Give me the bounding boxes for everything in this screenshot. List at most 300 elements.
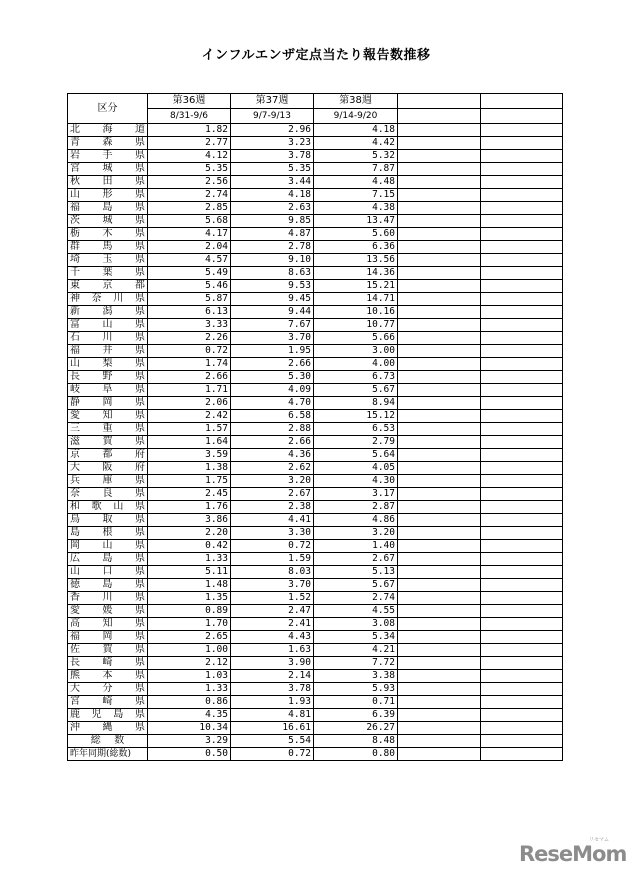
- prefecture-cell: [68, 267, 148, 280]
- table-row: [68, 254, 563, 267]
- value-cell: 4.48: [314, 176, 398, 189]
- value-cell: 9.10: [231, 254, 314, 267]
- empty-cell: [398, 722, 481, 735]
- prefecture-name: 富 山 県: [70, 319, 145, 330]
- empty-cell: [398, 462, 481, 475]
- empty-cell: [481, 722, 563, 735]
- prefecture-name: 宮 城 県: [70, 163, 145, 174]
- empty-cell: [481, 527, 563, 540]
- empty-cell: [481, 644, 563, 657]
- table-row: [68, 319, 563, 332]
- prefecture-name: 愛 媛 県: [70, 605, 145, 616]
- empty-cell: [398, 267, 481, 280]
- empty-cell: [398, 241, 481, 254]
- prefecture-cell: [68, 124, 148, 137]
- empty-cell: [398, 410, 481, 423]
- value-cell: 1.03: [148, 670, 231, 683]
- empty-cell: [398, 189, 481, 202]
- value-cell: 1.71: [148, 384, 231, 397]
- value-cell: 2.67: [231, 488, 314, 501]
- prefecture-name: 静 岡 県: [70, 397, 145, 408]
- table-row: [68, 267, 563, 280]
- empty-cell: [398, 644, 481, 657]
- value-cell: 4.35: [148, 709, 231, 722]
- empty-cell: [481, 579, 563, 592]
- value-cell: 9.53: [231, 280, 314, 293]
- value-cell: 4.12: [148, 150, 231, 163]
- prefecture-name: 佐 賀 県: [70, 644, 145, 655]
- prefecture-name: 徳 島 県: [70, 579, 145, 590]
- prefecture-name: 熊 本 県: [70, 670, 145, 681]
- empty-cell: [481, 657, 563, 670]
- prefecture-cell: [68, 241, 148, 254]
- prefecture-name: 奈 良 県: [70, 488, 145, 499]
- value-cell: 1.57: [148, 423, 231, 436]
- value-cell: 2.74: [148, 189, 231, 202]
- table-row: [68, 202, 563, 215]
- value-cell: 2.78: [231, 241, 314, 254]
- value-cell: 0.89: [148, 605, 231, 618]
- prefecture-cell: [68, 709, 148, 722]
- prefecture-cell: [68, 722, 148, 735]
- empty-cell: [398, 696, 481, 709]
- prefecture-cell: [68, 280, 148, 293]
- value-cell: 4.00: [314, 358, 398, 371]
- table-row: [68, 410, 563, 423]
- value-cell: 6.73: [314, 371, 398, 384]
- value-cell: 3.86: [148, 514, 231, 527]
- table-row: [68, 384, 563, 397]
- empty-cell: [481, 748, 563, 761]
- value-cell: 0.71: [314, 696, 398, 709]
- value-cell: 2.79: [314, 436, 398, 449]
- empty-cell: [398, 527, 481, 540]
- prefecture-name: 岡 山 県: [70, 540, 145, 551]
- empty-cell: [481, 189, 563, 202]
- empty-cell: [398, 657, 481, 670]
- table-row: [68, 189, 563, 202]
- value-cell: 2.88: [231, 423, 314, 436]
- prefecture-cell: [68, 176, 148, 189]
- table-row: [68, 644, 563, 657]
- value-cell: 4.30: [314, 475, 398, 488]
- value-cell: 15.21: [314, 280, 398, 293]
- value-cell: 5.87: [148, 293, 231, 306]
- value-cell: 4.57: [148, 254, 231, 267]
- empty-cell: [481, 241, 563, 254]
- empty-cell: [481, 592, 563, 605]
- value-cell: 4.87: [231, 228, 314, 241]
- value-cell: 1.48: [148, 579, 231, 592]
- empty-cell: [481, 709, 563, 722]
- empty-cell: [398, 670, 481, 683]
- table-row: [68, 137, 563, 150]
- prefecture-cell: [68, 501, 148, 514]
- table-row: [68, 397, 563, 410]
- prefecture-name: 和 歌 山 県: [70, 501, 145, 512]
- empty-cell: [481, 280, 563, 293]
- prefecture-cell: [68, 410, 148, 423]
- value-cell: 7.67: [231, 319, 314, 332]
- value-cell: 2.67: [314, 553, 398, 566]
- value-cell: 5.67: [314, 384, 398, 397]
- empty-cell: [481, 605, 563, 618]
- value-cell: 4.42: [314, 137, 398, 150]
- value-cell: 5.46: [148, 280, 231, 293]
- value-cell: 3.70: [231, 579, 314, 592]
- prefecture-cell: [68, 397, 148, 410]
- table-row: [68, 228, 563, 241]
- prefecture-cell: [68, 436, 148, 449]
- empty-cell: [398, 228, 481, 241]
- empty-cell: [481, 332, 563, 345]
- prefecture-name: 新 潟 県: [70, 306, 145, 317]
- prefecture-cell: [68, 345, 148, 358]
- prefecture-cell: [68, 306, 148, 319]
- value-cell: 5.66: [314, 332, 398, 345]
- prefecture-cell: [68, 137, 148, 150]
- empty-cell: [481, 176, 563, 189]
- value-cell: 8.94: [314, 397, 398, 410]
- value-cell: 0.72: [148, 345, 231, 358]
- value-cell: 10.34: [148, 722, 231, 735]
- empty-cell: [481, 696, 563, 709]
- table-row: [68, 150, 563, 163]
- value-cell: 4.55: [314, 605, 398, 618]
- value-cell: 3.38: [314, 670, 398, 683]
- empty-cell: [481, 202, 563, 215]
- empty-cell: [398, 735, 481, 748]
- total-label: 総 数: [90, 735, 125, 746]
- empty-cell: [398, 345, 481, 358]
- prefecture-name: 群 馬 県: [70, 241, 145, 252]
- prefecture-cell: [68, 384, 148, 397]
- prefecture-name: 兵 庫 県: [70, 475, 145, 486]
- value-cell: 4.41: [231, 514, 314, 527]
- prefecture-name: 福 井 県: [70, 345, 145, 356]
- value-cell: 4.18: [231, 189, 314, 202]
- table-row: [68, 696, 563, 709]
- value-cell: 2.56: [148, 176, 231, 189]
- prefecture-cell: [68, 215, 148, 228]
- value-cell: 1.74: [148, 358, 231, 371]
- empty-cell: [481, 397, 563, 410]
- table-row: [68, 566, 563, 579]
- header-week: 第38週: [314, 94, 398, 109]
- table-row: [68, 371, 563, 384]
- table-row: [68, 618, 563, 631]
- value-cell: 2.66: [231, 358, 314, 371]
- prefecture-cell: [68, 527, 148, 540]
- empty-cell: [481, 267, 563, 280]
- value-cell: 5.49: [148, 267, 231, 280]
- empty-cell: [481, 553, 563, 566]
- value-cell: 3.20: [231, 475, 314, 488]
- table-row: [68, 683, 563, 696]
- prev-year-row: [68, 748, 563, 761]
- value-cell: 2.74: [314, 592, 398, 605]
- value-cell: 4.21: [314, 644, 398, 657]
- empty-cell: [398, 631, 481, 644]
- empty-cell: [481, 306, 563, 319]
- value-cell: 3.59: [148, 449, 231, 462]
- empty-cell: [398, 683, 481, 696]
- empty-cell: [398, 501, 481, 514]
- empty-cell: [481, 94, 563, 109]
- logo-subtext: リセマム: [589, 837, 609, 843]
- prefecture-name: 京 都 府: [70, 449, 145, 460]
- prefecture-name: 長 野 県: [70, 371, 145, 382]
- empty-cell: [481, 566, 563, 579]
- value-cell: 2.87: [314, 501, 398, 514]
- table-row: [68, 605, 563, 618]
- empty-cell: [398, 358, 481, 371]
- value-cell: 1.38: [148, 462, 231, 475]
- prefecture-cell: [68, 566, 148, 579]
- empty-cell: [398, 618, 481, 631]
- prefecture-cell: [68, 631, 148, 644]
- prefecture-name: 大 阪 府: [70, 462, 145, 473]
- value-cell: 4.18: [314, 124, 398, 137]
- value-cell: 8.63: [231, 267, 314, 280]
- value-cell: 3.78: [231, 683, 314, 696]
- prefecture-name: 岐 阜 県: [70, 384, 145, 395]
- value-cell: 2.42: [148, 410, 231, 423]
- value-cell: 2.12: [148, 657, 231, 670]
- value-cell: 1.35: [148, 592, 231, 605]
- empty-cell: [398, 397, 481, 410]
- value-cell: 3.70: [231, 332, 314, 345]
- total-value: 5.54: [231, 735, 314, 748]
- empty-cell: [398, 579, 481, 592]
- prefecture-name: 愛 知 県: [70, 410, 145, 421]
- value-cell: 9.44: [231, 306, 314, 319]
- value-cell: 5.35: [231, 163, 314, 176]
- prefecture-cell: [68, 514, 148, 527]
- table-row: [68, 436, 563, 449]
- value-cell: 1.76: [148, 501, 231, 514]
- table-row: [68, 592, 563, 605]
- value-cell: 3.33: [148, 319, 231, 332]
- table-row: [68, 579, 563, 592]
- value-cell: 13.56: [314, 254, 398, 267]
- empty-cell: [481, 514, 563, 527]
- table-row: [68, 176, 563, 189]
- table-row: [68, 631, 563, 644]
- table-row: [68, 514, 563, 527]
- empty-cell: [481, 371, 563, 384]
- value-cell: 2.66: [148, 371, 231, 384]
- table-row: [68, 475, 563, 488]
- prefecture-cell: [68, 696, 148, 709]
- table-row: [68, 280, 563, 293]
- value-cell: 1.33: [148, 683, 231, 696]
- empty-cell: [398, 94, 481, 109]
- table-row: [68, 163, 563, 176]
- prefecture-name: 山 形 県: [70, 189, 145, 200]
- empty-cell: [481, 137, 563, 150]
- prefecture-cell: [68, 488, 148, 501]
- empty-cell: [398, 514, 481, 527]
- value-cell: 2.04: [148, 241, 231, 254]
- value-cell: 1.95: [231, 345, 314, 358]
- empty-cell: [398, 319, 481, 332]
- value-cell: 5.35: [148, 163, 231, 176]
- value-cell: 3.78: [231, 150, 314, 163]
- table-row: [68, 709, 563, 722]
- empty-cell: [398, 488, 481, 501]
- prefecture-name: 山 梨 県: [70, 358, 145, 369]
- value-cell: 2.85: [148, 202, 231, 215]
- empty-cell: [398, 109, 481, 124]
- value-cell: 4.86: [314, 514, 398, 527]
- total-label-cell: [68, 735, 148, 748]
- empty-cell: [398, 293, 481, 306]
- table-row: [68, 449, 563, 462]
- prefecture-name: 山 口 県: [70, 566, 145, 577]
- prefecture-cell: [68, 670, 148, 683]
- value-cell: 4.09: [231, 384, 314, 397]
- value-cell: 2.20: [148, 527, 231, 540]
- value-cell: 5.93: [314, 683, 398, 696]
- empty-cell: [398, 202, 481, 215]
- empty-cell: [481, 384, 563, 397]
- value-cell: 5.30: [231, 371, 314, 384]
- table-row: [68, 462, 563, 475]
- prefecture-name: 青 森 県: [70, 137, 145, 148]
- header-kubun: 区分: [68, 94, 148, 124]
- value-cell: 3.90: [231, 657, 314, 670]
- empty-cell: [481, 215, 563, 228]
- prefecture-cell: [68, 358, 148, 371]
- value-cell: 2.38: [231, 501, 314, 514]
- empty-cell: [398, 371, 481, 384]
- empty-cell: [398, 423, 481, 436]
- empty-cell: [398, 254, 481, 267]
- value-cell: 3.44: [231, 176, 314, 189]
- prefecture-cell: [68, 540, 148, 553]
- value-cell: 1.40: [314, 540, 398, 553]
- empty-cell: [398, 150, 481, 163]
- prev-year-value: 0.80: [314, 748, 398, 761]
- value-cell: 6.39: [314, 709, 398, 722]
- value-cell: 1.82: [148, 124, 231, 137]
- value-cell: 3.20: [314, 527, 398, 540]
- empty-cell: [398, 176, 481, 189]
- empty-cell: [481, 358, 563, 371]
- prefecture-cell: [68, 644, 148, 657]
- value-cell: 2.62: [231, 462, 314, 475]
- prefecture-cell: [68, 163, 148, 176]
- prefecture-name: 栃 木 県: [70, 228, 145, 239]
- prefecture-cell: [68, 293, 148, 306]
- empty-cell: [481, 124, 563, 137]
- prefecture-name: 長 崎 県: [70, 657, 145, 668]
- value-cell: 6.53: [314, 423, 398, 436]
- value-cell: 2.65: [148, 631, 231, 644]
- prefecture-name: 香 川 県: [70, 592, 145, 603]
- value-cell: 7.87: [314, 163, 398, 176]
- empty-cell: [398, 449, 481, 462]
- empty-cell: [481, 618, 563, 631]
- value-cell: 10.16: [314, 306, 398, 319]
- value-cell: 5.67: [314, 579, 398, 592]
- value-cell: 5.60: [314, 228, 398, 241]
- prefecture-cell: [68, 371, 148, 384]
- value-cell: 2.47: [231, 605, 314, 618]
- empty-cell: [481, 735, 563, 748]
- total-row: [68, 735, 563, 748]
- prefecture-name: 秋 田 県: [70, 176, 145, 187]
- value-cell: 6.13: [148, 306, 231, 319]
- prefecture-cell: [68, 254, 148, 267]
- influenza-table: [67, 93, 563, 761]
- value-cell: 0.42: [148, 540, 231, 553]
- empty-cell: [398, 566, 481, 579]
- total-value: 8.48: [314, 735, 398, 748]
- value-cell: 2.41: [231, 618, 314, 631]
- prefecture-name: 千 葉 県: [70, 267, 145, 278]
- empty-cell: [398, 163, 481, 176]
- value-cell: 2.45: [148, 488, 231, 501]
- prefecture-name: 岩 手 県: [70, 150, 145, 161]
- empty-cell: [481, 436, 563, 449]
- table-row: [68, 670, 563, 683]
- empty-cell: [481, 163, 563, 176]
- value-cell: 1.64: [148, 436, 231, 449]
- prefecture-name: 三 重 県: [70, 423, 145, 434]
- empty-cell: [481, 540, 563, 553]
- value-cell: 13.47: [314, 215, 398, 228]
- prefecture-cell: [68, 475, 148, 488]
- table-row: [68, 527, 563, 540]
- value-cell: 15.12: [314, 410, 398, 423]
- prefecture-name: 石 川 県: [70, 332, 145, 343]
- empty-cell: [398, 280, 481, 293]
- table-row: [68, 358, 563, 371]
- empty-cell: [398, 384, 481, 397]
- table-row: [68, 501, 563, 514]
- prefecture-cell: [68, 605, 148, 618]
- table-row: [68, 345, 563, 358]
- value-cell: 9.85: [231, 215, 314, 228]
- value-cell: 3.17: [314, 488, 398, 501]
- value-cell: 2.14: [231, 670, 314, 683]
- empty-cell: [398, 553, 481, 566]
- empty-cell: [398, 592, 481, 605]
- value-cell: 0.86: [148, 696, 231, 709]
- value-cell: 7.72: [314, 657, 398, 670]
- empty-cell: [481, 423, 563, 436]
- value-cell: 4.43: [231, 631, 314, 644]
- prefecture-cell: [68, 449, 148, 462]
- prefecture-cell: [68, 423, 148, 436]
- header-date: 9/14-9/20: [314, 109, 398, 124]
- value-cell: 2.66: [231, 436, 314, 449]
- value-cell: 16.61: [231, 722, 314, 735]
- value-cell: 4.36: [231, 449, 314, 462]
- header-date: 9/7-9/13: [231, 109, 314, 124]
- empty-cell: [398, 332, 481, 345]
- empty-cell: [398, 215, 481, 228]
- prefecture-cell: [68, 553, 148, 566]
- value-cell: 4.70: [231, 397, 314, 410]
- value-cell: 8.03: [231, 566, 314, 579]
- table-row: [68, 124, 563, 137]
- empty-cell: [481, 683, 563, 696]
- value-cell: 2.26: [148, 332, 231, 345]
- prefecture-name: 広 島 県: [70, 553, 145, 564]
